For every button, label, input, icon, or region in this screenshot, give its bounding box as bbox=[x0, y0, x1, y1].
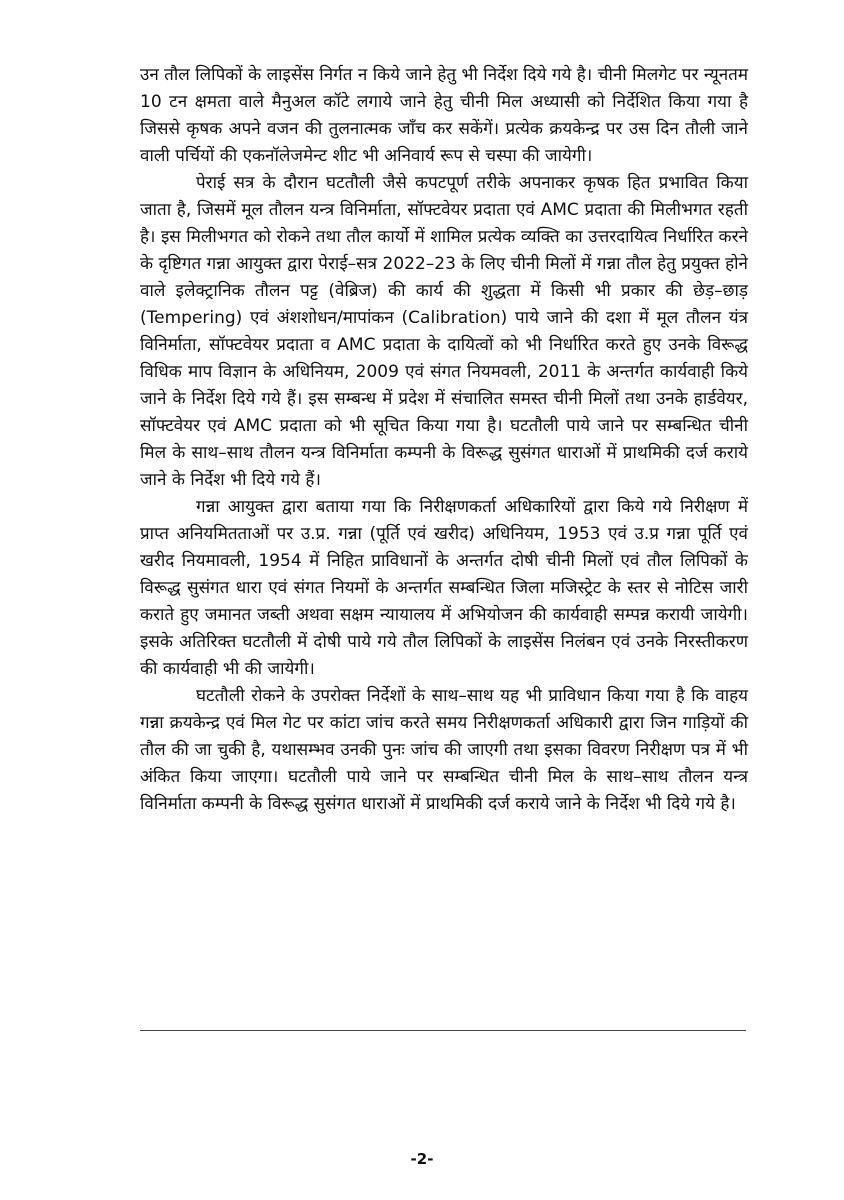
paragraph-2: पेराई सत्र के दौरान घटतौली जैसे कपटपूर्ण तरीके अपनाकर कृषक हित प्रभावित किया जाता है, जिसमें मूल तौलन यन्त्र विनिर्माता, सॉफ्टवेयर प्रदाता एवं AMC प्रदाता की मिलीभगत रहती है। इस मिलीभगत को रोकने तथा तौल कार्यो में शामिल प्रत्येक व्यक्ति का उत्तरदायित्व निर्धारित करने के दृष्टिगत गन्ना आयुक्त द्वारा पेराई–सत्र 2022–23 के लिए चीनी मिलों में गन्ना तौल हेतु प्रयुक्त होने वाले इलेक्ट्रानिक तौलन पट्ट (वेब्रिज) की कार्य की शुद्धता में किसी भी प्रकार की छेड़–छाड़ (Tempering) एवं अंशशोधन/मापांकन (Calibration) पाये जाने की दशा में मूल तौलन यंत्र विनिर्माता, सॉफ्टवेयर प्रदाता व AMC प्रदाता के दायित्वों को भी निर्धारित करते हुए उनके विरूद्ध विधिक माप विज्ञान के अधिनियम, 2009 एवं संगत नियमवली, 2011 के अन्तर्गत कार्यवाही किये जाने के निर्देश दिये गये हैं। इस सम्बन्ध में प्रदेश में संचालित समस्त चीनी मिलों तथा उनके हार्डवेयर, सॉफ्टवेयर एवं AMC प्रदाता को भी सूचित किया गया है। घटतौली पाये जाने पर सम्बन्धित चीनी मिल के साथ–साथ तौलन यन्त्र विनिर्माता कम्पनी के विरूद्ध सुसंगत धाराओं में प्राथमिकी दर्ज कराये जाने के निर्देश भी दिये गये हैं। bbox=[140, 173, 748, 490]
paragraph-4: घटतौली रोकने के उपरोक्त निर्देशों के साथ–साथ यह भी प्राविधान किया गया है कि वाहय गन्ना क्रयकेन्द्र एवं मिल गेट पर कांटा जांच करते समय निरीक्षणकर्ता अधिकारी द्वारा जिन गाड़ियों की तौल की जा चुकी है, यथासम्भव उनकी पुनः जांच की जाएगी तथा इसका विवरण निरीक्षण पत्र में भी अंकित किया जाएगा। घटतौली पाये जाने पर सम्बन्धित चीनी मिल के साथ–साथ तौलन यन्त्र विनिर्माता कम्पनी के विरूद्ध सुसंगत धाराओं में प्राथमिकी दर्ज कराये जाने के निर्देश भी दिये गये है। bbox=[140, 686, 748, 814]
document-body bbox=[140, 62, 748, 818]
paragraph-3: गन्ना आयुक्त द्वारा बताया गया कि निरीक्षणकर्ता अधिकारियों द्वारा किये गये निरीक्षण में प्राप्त अनियमितताओं पर उ.प्र. गन्ना (पूर्ति एवं खरीद) अधिनियम, 1953 एवं उ.प्र गन्ना पूर्ति एवं खरीद नियमावली, 1954 में निहित प्राविधानों के अन्तर्गत दोषी चीनी मिलों एवं तौल लिपिकों के विरूद्ध सुसंगत धारा एवं संगत नियमों के अन्तर्गत सम्बन्धित जिला मजिस्ट्रेट के स्तर से नोटिस जारी कराते हुए जमानत जब्ती अथवा सक्षम न्यायालय में अभियोजन की कार्यवाही सम्पन्न करायी जायेगी। इसके अतिरिक्त घटतौली में दोषी पाये गये तौल लिपिकों के लाइसेंस निलंबन एवं उनके निरस्तीकरण की कार्यवाही भी की जायेगी। bbox=[140, 497, 748, 679]
horizontal-divider bbox=[140, 1030, 746, 1031]
paragraph-1: उन तौल लिपिकों के लाइसेंस निर्गत न किये जाने हेतु भी निर्देश दिये गये है। चीनी मिलगेट पर न्यूनतम 10 टन क्षमता वाले मैनुअल कॉटे लगाये जाने हेतु चीनी मिल अध्यासी को निर्देशित किया गया है जिससे कृषक अपने वजन की तुलनात्मक जाँच कर सकेंगें। प्रत्येक क्रयकेन्द्र पर उस दिन तौली जाने वाली पर्चियों की एकनॉलेजमेन्ट शीट भी अनिवार्य रूप से चस्पा की जायेगी। bbox=[140, 65, 748, 166]
page-number: -2- bbox=[410, 1150, 434, 1168]
